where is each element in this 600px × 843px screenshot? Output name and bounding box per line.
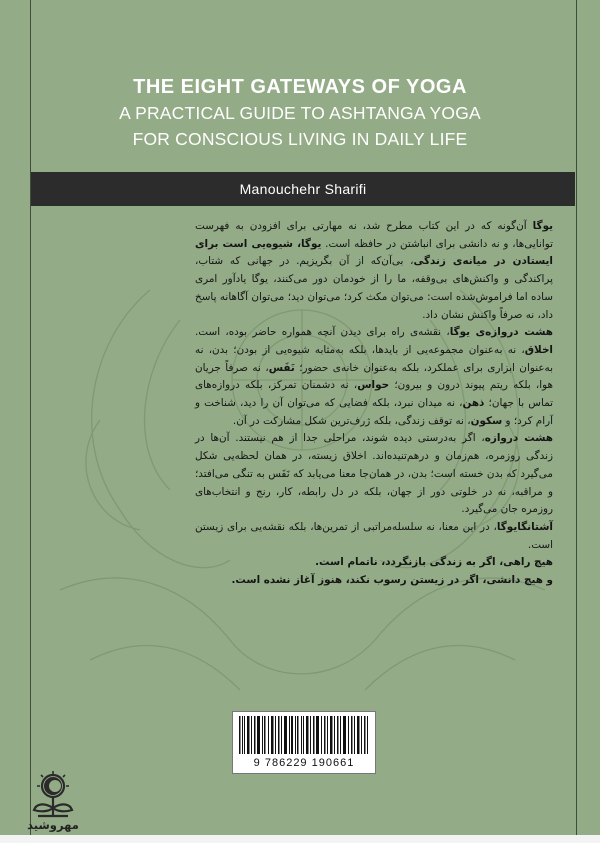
barcode-bar	[351, 716, 353, 754]
text-span: ، نه به‌عنوان مجموعه‌یی از بایدها، بلکه به‌مثابه شیوه‌یی از بودن؛ بدن، نه به‌عنوان ابزاری برای عملکرد، بلکه به‌عنوان خانه‌ی حضور؛	[195, 343, 553, 374]
barcode-bar	[334, 716, 335, 754]
barcode-bar	[291, 716, 293, 754]
barcode-bar	[242, 716, 243, 754]
barcode-bar	[262, 716, 263, 754]
barcode-bar	[364, 716, 366, 754]
isbn-number: 9 786229 190661	[253, 757, 355, 769]
barcode-bar	[343, 716, 346, 754]
term-mind: ذهن	[462, 397, 485, 410]
barcode-bar	[239, 716, 241, 754]
barcode-bar	[367, 716, 368, 754]
publisher-name: مهروشید	[27, 818, 79, 832]
barcode-bar	[247, 716, 250, 754]
isbn-barcode	[232, 711, 376, 774]
text-span: ، در این معنا، نه سلسله‌مراتبی از تمرین‌ها، بلکه نقشه‌یی برای زیستن است.	[195, 520, 553, 551]
closing-text: و هیچ دانشی، اگر در زیستن رسوب نکند، هنوز آغاز نشده است.	[231, 574, 553, 587]
barcode-bar	[303, 716, 304, 754]
text-span: ، نه توقف زندگی، بلکه ژرف‌ترین شکل مشارکت در آن.	[232, 414, 471, 427]
text-span: ، اگر به‌درستی دیده شوند، مراحلی جدا از هم نیستند. آن‌ها در زندگی روزمره، هم‌زمان و درهم‌تنیده‌اند. اخلاق زیسته، در همان لحظه‌یی شکل می‌گیرد که بدن خسته است؛ بدن، در همان‌جا معنا می‌یابد که نَفَس به تنگی می‌افتد؛ و مراقبه، نه در خلوتی دور از جهان، بلکه در دل رابطه، کار، رنج و انتخاب‌های روزمره جان می‌گیرد.	[195, 432, 553, 516]
barcode-bar	[324, 716, 326, 754]
term-ashtanga: آشتانگایوگا	[496, 520, 553, 533]
barcode-bars	[233, 712, 375, 756]
text-span: ، نه دشمنان تمرکز، بلکه دروازه‌های تماس با جهان؛	[195, 379, 554, 410]
barcode-bar	[297, 716, 299, 754]
term-ethics: اخلاق	[524, 343, 553, 356]
text-span: ، نه صرفاً جریان هوا، بلکه ریتم پیوند درون و بیرون؛	[195, 361, 554, 392]
barcode-bar	[310, 716, 311, 754]
paragraph-2	[195, 324, 553, 430]
barcode-bar	[278, 716, 280, 754]
barcode-bar	[306, 716, 309, 754]
closing-text: هیچ راهی، اگر به زندگی بازنگردد، ناتمام است.	[315, 556, 553, 569]
subtitle-line-1: A PRACTICAL GUIDE TO ASHTANGA YOGA	[119, 103, 481, 123]
term-eight-gates: هشت دروازه‌ی یوگا	[449, 326, 553, 339]
barcode-bar	[271, 716, 274, 754]
barcode-bar	[313, 716, 315, 754]
paragraph-4	[195, 519, 553, 554]
barcode-bar	[289, 716, 290, 754]
text-span: ، نه میدان نبرد، بلکه فضایی که می‌توان آن را دید، شناخت و آرام کرد؛ و	[195, 397, 553, 427]
barcode-bar	[284, 716, 287, 754]
barcode-bar	[275, 716, 276, 754]
barcode-bar	[268, 716, 269, 754]
term-eight-gates: هشت دروازه	[484, 432, 553, 445]
barcode-bar	[281, 716, 282, 754]
term-yoga: یوگا	[532, 220, 553, 232]
book-title: THE EIGHT GATEWAYS OF YOGA	[133, 76, 467, 98]
term-senses: حواس	[357, 379, 390, 392]
barcode-bar	[295, 716, 296, 754]
barcode-bar	[301, 716, 302, 754]
barcode-bar	[361, 716, 362, 754]
barcode-bar	[330, 716, 333, 754]
closing-line-2	[195, 572, 553, 590]
subtitle-line-2: FOR CONSCIOUS LIVING IN DAILY LIFE	[132, 129, 468, 149]
barcode-bar	[244, 716, 245, 754]
paragraph-1	[195, 218, 553, 324]
barcode-bar	[257, 716, 260, 754]
term-stillness: سکون	[470, 414, 503, 427]
barcode-bar	[251, 716, 252, 754]
back-cover-text	[195, 218, 553, 590]
barcode-bar	[264, 716, 266, 754]
barcode-bar	[321, 716, 322, 754]
closing-line-1	[195, 554, 553, 572]
text-span: آن‌گونه که در این کتاب مطرح شد، نه مهارتی برای افزودن به فهرست توانایی‌ها، و نه دانشی برای انباشتن در حافظه است.	[195, 220, 553, 250]
text-span: ، بی‌آن‌که از آن بگریزیم. در جهانی که شتاب، پراکندگی و واکنش‌های بی‌وقفه، ما را از خودمان دور می‌کنند، یوگا یادآور امری ساده اما فراموش‌شده است: می‌توان مکث کرد؛ می‌توان دید؛ می‌توان آگاهانه پاسخ داد، نه صرفاً واکنش نشان داد.	[195, 255, 553, 321]
barcode-bar	[354, 716, 355, 754]
barcode-bar	[316, 716, 319, 754]
author-name: Manouchehr Sharifi	[239, 181, 367, 197]
emphasis: یوگا، شیوه‌یی است برای ایستادن در میانه‌ی زندگی	[195, 237, 553, 268]
text-span: ، نقشه‌ی راه برای دیدن آنچه همواره حاضر بوده، است.	[195, 326, 450, 339]
title-block	[0, 76, 600, 151]
barcode-bar	[254, 716, 256, 754]
barcode-bar	[357, 716, 360, 754]
paragraph-3	[195, 430, 553, 519]
barcode-bar	[340, 716, 341, 754]
author-bar	[31, 172, 575, 206]
term-breath: نَفَس	[268, 361, 295, 374]
barcode-bar	[337, 716, 339, 754]
cover-bottom-edge	[0, 835, 600, 843]
barcode-bar	[348, 716, 349, 754]
barcode-bar	[327, 716, 328, 754]
